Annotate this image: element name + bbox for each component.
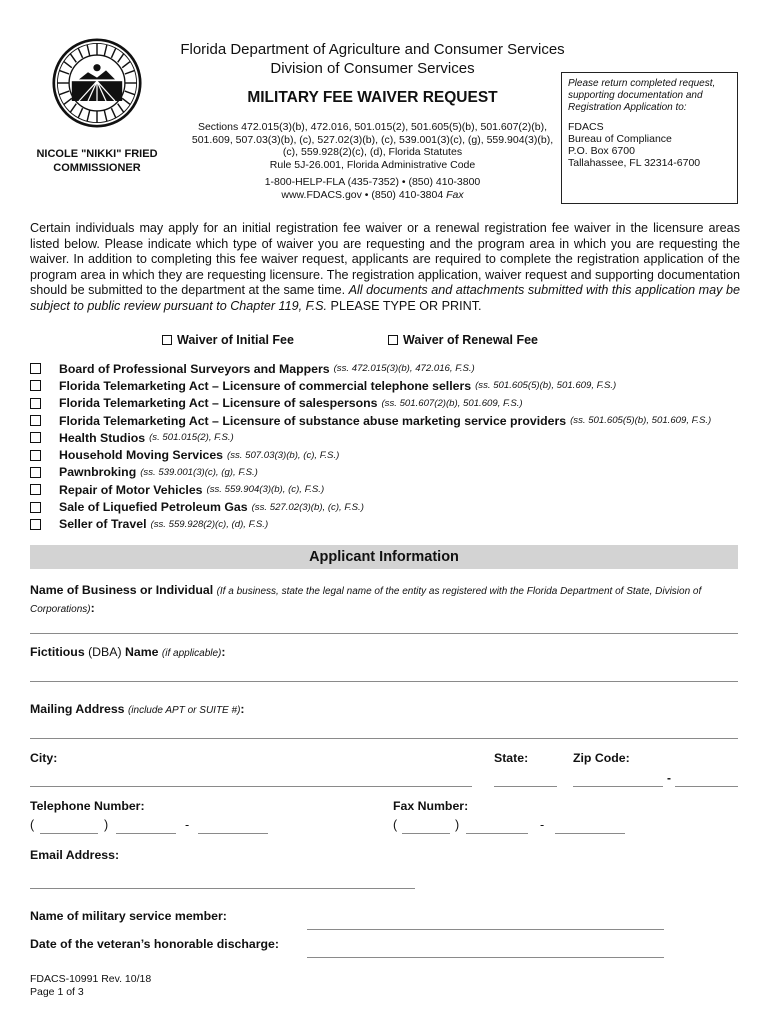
service-member-label: Name of military service member: — [30, 909, 227, 923]
statute-references — [190, 121, 555, 171]
program-statute: (ss. 501.607(2)(b), 501.609, F.S.) — [381, 397, 523, 409]
applicant-section-header: Applicant Information — [30, 545, 738, 569]
commissioner-title: COMMISSIONER — [53, 162, 141, 174]
form-title: MILITARY FEE WAIVER REQUEST — [247, 89, 498, 106]
statute-line: Sections 472.015(3)(b), 472.016, 501.015(2), 501.605(5)(b), 501.607(2)(b), — [197, 121, 548, 133]
waiver-renewal-option[interactable] — [388, 333, 538, 347]
program-item[interactable] — [30, 481, 750, 498]
telephone-area-close: ) — [104, 818, 109, 832]
program-item[interactable] — [30, 516, 750, 533]
fax-separator: - — [540, 818, 545, 832]
fax-word: Fax — [446, 189, 464, 201]
program-item[interactable] — [30, 377, 750, 394]
waiver-initial-checkbox[interactable] — [162, 335, 172, 345]
state-field[interactable] — [494, 786, 557, 787]
program-name: Florida Telemarketing Act – Licensure of commercial telephone sellers — [59, 378, 472, 393]
program-statute: (ss. 501.605(5)(b), 501.609, F.S.) — [570, 415, 712, 427]
address-line: Tallahassee, FL 32314-6700 — [568, 157, 701, 169]
web-text: www.FDACS.gov • (850) 410-3804 — [281, 189, 444, 201]
business-name-label: Name of Business or Individual (If a business, state the legal name of the entity as registered with the Florida Department of State, Division of Corporations): — [30, 583, 702, 615]
program-checkbox[interactable] — [30, 467, 41, 478]
dba-label-abbrev: (DBA) — [88, 645, 122, 659]
fdacs-seal-icon — [52, 38, 142, 128]
intro-paragraph — [30, 221, 740, 314]
program-item[interactable] — [30, 429, 750, 446]
fax-label: Fax Number: — [393, 799, 469, 813]
program-name: Florida Telemarketing Act – Licensure of substance abuse marketing service providers — [59, 413, 567, 428]
city-field[interactable] — [30, 786, 472, 787]
program-checkbox[interactable] — [30, 502, 41, 513]
statute-line: (c), 559.928(2)(c), (d), Florida Statutes — [282, 146, 463, 158]
fax-area-open: ( — [393, 818, 398, 832]
program-name: Seller of Travel — [59, 517, 147, 532]
return-line: Please return completed request, — [568, 78, 716, 89]
agency-heading — [160, 40, 585, 78]
form-id: FDACS-10991 Rev. 10/18 — [30, 973, 152, 985]
division-name: Division of Consumer Services — [270, 60, 475, 77]
waiver-renewal-checkbox[interactable] — [388, 335, 398, 345]
mailing-address-field[interactable] — [30, 738, 738, 739]
waiver-renewal-label: Waiver of Renewal Fee — [403, 333, 538, 347]
email-field[interactable] — [30, 888, 415, 889]
zip-separator: - — [667, 771, 671, 785]
mailing-label-note: (include APT or SUITE #) — [127, 705, 241, 716]
telephone-area-code-field[interactable] — [40, 833, 98, 834]
discharge-date-field[interactable] — [307, 957, 664, 958]
zip-code-field[interactable] — [573, 786, 663, 787]
phone-line: 1-800-HELP-FLA (435-7352) • (850) 410-3800 — [264, 176, 481, 188]
zip-extension-field[interactable] — [675, 786, 738, 787]
dba-name-field[interactable] — [30, 681, 738, 682]
address-line: Bureau of Compliance — [568, 133, 672, 145]
business-label-text: Name of Business or Individual — [30, 583, 214, 597]
address-line: FDACS — [568, 121, 604, 133]
program-statute: (ss. 539.001(3)(c), (g), F.S.) — [140, 466, 258, 478]
program-checkbox[interactable] — [30, 380, 41, 391]
program-checkbox[interactable] — [30, 432, 41, 443]
program-item[interactable] — [30, 412, 750, 429]
program-item[interactable] — [30, 498, 750, 515]
program-statute: (ss. 472.015(3)(b), 472.016, F.S.) — [333, 363, 475, 375]
type-or-print-notice: PLEASE TYPE OR PRINT. — [327, 298, 482, 313]
program-item[interactable] — [30, 446, 750, 463]
web-fax-line — [190, 189, 555, 202]
program-name: Board of Professional Surveyors and Mappers — [59, 361, 330, 376]
program-checkbox[interactable] — [30, 519, 41, 530]
program-checkbox[interactable] — [30, 398, 41, 409]
zip-code-label: Zip Code: — [573, 751, 630, 765]
fax-area-close: ) — [455, 818, 460, 832]
program-name: Sale of Liquefied Petroleum Gas — [59, 500, 248, 515]
dba-label-text: Fictitious — [30, 645, 85, 659]
service-member-field[interactable] — [307, 929, 664, 930]
page-footer — [30, 973, 151, 999]
telephone-separator: - — [185, 818, 190, 832]
return-line: Registration Application to: — [568, 102, 687, 113]
statute-line: 501.609, 507.03(3)(b), (c), 527.02(3)(b), (c), 539.001(3)(c), (g), 559.904(3)(b), — [191, 133, 554, 146]
program-item[interactable] — [30, 464, 750, 481]
program-statute: (ss. 507.03(3)(b), (c), F.S.) — [227, 449, 340, 461]
program-statute: (ss. 559.928(2)(c), (d), F.S.) — [150, 518, 269, 530]
return-address — [568, 121, 731, 169]
public-records-notice: All documents and attachments submitted with this application may be subject to public review pursuant to Chapter 119, F.S. — [30, 283, 740, 313]
return-instructions-box — [561, 72, 738, 204]
program-statute: (s. 501.015(2), F.S.) — [149, 432, 234, 444]
city-label: City: — [30, 751, 58, 765]
program-statute: (ss. 527.02(3)(b), (c), F.S.) — [251, 501, 364, 513]
telephone-label: Telephone Number: — [30, 799, 145, 813]
commissioner-name: NICOLE "NIKKI" FRIED — [36, 148, 158, 160]
telephone-area-open: ( — [30, 818, 35, 832]
dba-name-label: Fictitious (DBA) Name (if applicable): — [30, 645, 226, 659]
discharge-date-label: Date of the veteran’s honorable discharge: — [30, 937, 279, 951]
email-label: Email Address: — [30, 848, 120, 862]
program-item[interactable] — [30, 395, 750, 412]
commissioner-block — [22, 147, 172, 175]
waiver-initial-option[interactable] — [162, 333, 294, 347]
program-checkbox[interactable] — [30, 363, 41, 374]
dba-label-text: Name — [124, 645, 159, 659]
waiver-initial-label: Waiver of Initial Fee — [177, 333, 294, 347]
business-label-note: (If a business, state the legal name of the entity as registered with the Florida Department of State, Division of Corporations) — [30, 586, 702, 615]
agency-name: Florida Department of Agriculture and Consumer Services — [180, 41, 565, 58]
program-statute: (ss. 501.605(5)(b), 501.609, F.S.) — [475, 380, 617, 392]
program-checkbox[interactable] — [30, 415, 41, 426]
program-checkbox[interactable] — [30, 484, 41, 495]
program-list — [30, 360, 750, 533]
mailing-label-text: Mailing Address — [30, 702, 125, 716]
program-statute: (ss. 559.904(3)(b), (c), F.S.) — [206, 484, 325, 496]
fax-area-code-field[interactable] — [402, 833, 450, 834]
state-label: State: — [494, 751, 529, 765]
program-checkbox[interactable] — [30, 450, 41, 461]
return-line: supporting documentation and — [568, 90, 703, 101]
program-name: Florida Telemarketing Act – Licensure of salespersons — [59, 396, 378, 411]
program-name: Repair of Motor Vehicles — [59, 482, 203, 497]
program-name: Health Studios — [59, 430, 146, 445]
fax-prefix-field[interactable] — [466, 833, 528, 834]
program-item[interactable] — [30, 360, 750, 377]
page-number: Page 1 of 3 — [30, 986, 84, 998]
intro-text: Certain individuals may apply for an initial registration fee waiver or a renewal registration fee waiver in the licensure areas listed below. Please indicate which type of waiver you are requesting and the program area in which you are requesting the waiver. In addition to completing this fee waiver request, applicants are required to complete the registration application of the program area in which they are requesting licensure. The registration application, waiver request and supporting documentation should be submitted to the department at the same time. — [30, 221, 740, 297]
contact-info — [190, 176, 555, 202]
mailing-address-label: Mailing Address (include APT or SUITE #): — [30, 702, 245, 716]
address-line: P.O. Box 6700 — [568, 145, 635, 157]
dba-label-note: (if applicable) — [161, 648, 222, 659]
telephone-line-field[interactable] — [198, 833, 268, 834]
fax-line-field[interactable] — [555, 833, 625, 834]
program-name: Pawnbroking — [59, 465, 137, 480]
business-name-field[interactable] — [30, 633, 738, 634]
program-name: Household Moving Services — [59, 448, 223, 463]
rule-line: Rule 5J-26.001, Florida Administrative Code — [269, 158, 476, 171]
telephone-prefix-field[interactable] — [116, 833, 176, 834]
